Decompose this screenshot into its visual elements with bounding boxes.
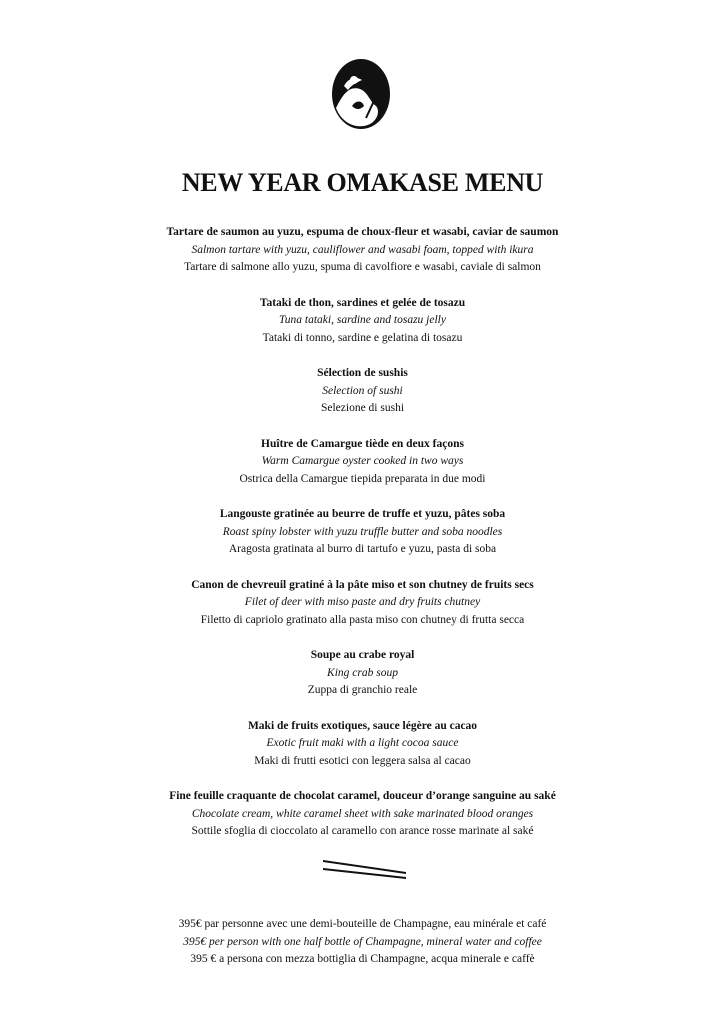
course-list: [0, 224, 725, 859]
course-name-it: Ostrica della Camargue tiepida preparata in due modi: [239, 472, 486, 485]
course-name-it: Tataki di tonno, sardine e gelatina di tosazu: [262, 331, 463, 344]
course-name-en: Chocolate cream, white caramel sheet with sake marinated blood oranges: [191, 807, 534, 820]
price-fr: 395€ par personne avec une demi-bouteille de Champagne, eau minérale et café: [178, 918, 547, 930]
course-name-it: Zuppa di granchio reale: [307, 684, 418, 696]
course-item: [0, 365, 725, 436]
price-en: 395€ per person with one half bottle of Champagne, mineral water and coffee: [183, 935, 542, 948]
chopsticks-icon: [322, 856, 408, 882]
course-name-it: Selezione di sushi: [320, 402, 405, 414]
course-item: [0, 647, 725, 718]
course-name-fr: Tartare de saumon au yuzu, espuma de choux-fleur et wasabi, caviar de saumon: [166, 226, 559, 238]
course-name-en: Salmon tartare with yuzu, cauliflower and wasabi foam, topped with ikura: [191, 243, 534, 256]
page-title: NEW YEAR OMAKASE MENU: [181, 168, 544, 197]
course-name-en: Tuna tataki, sardine and tosazu jelly: [279, 314, 446, 326]
course-name-fr: Tataki de thon, sardines et gelée de tosazu: [259, 296, 466, 309]
course-name-fr: Huître de Camargue tiède en deux façons: [261, 437, 464, 450]
course-item: [0, 506, 725, 577]
course-name-en: Filet of deer with miso paste and dry fruits chutney: [244, 596, 481, 608]
course-name-it: Filetto di capriolo gratinato alla pasta miso con chutney di frutta secca: [200, 613, 525, 626]
course-name-it: Maki di frutti esotici con leggera salsa al cacao: [254, 754, 471, 767]
course-name-en: Warm Camargue oyster cooked in two ways: [261, 455, 464, 467]
course-name-fr: Sélection de sushis: [317, 367, 408, 379]
course-item: [0, 718, 725, 789]
course-name-en: King crab soup: [327, 666, 398, 679]
brushstroke-figure-icon: [330, 56, 392, 132]
course-item: [0, 224, 725, 295]
price-it: 395 € a persona con mezza bottiglia di Champagne, acqua minerale e caffè: [190, 953, 535, 965]
course-name-it: Aragosta gratinata al burro di tartufo e yuzu, pasta di soba: [228, 543, 497, 555]
course-name-en: Roast spiny lobster with yuzu truffle butter and soba noodles: [222, 525, 503, 538]
course-name-fr: Langouste gratinée au beurre de truffe et yuzu, pâtes soba: [219, 508, 506, 520]
course-name-fr: Soupe au crabe royal: [310, 649, 415, 661]
course-name-it: Tartare di salmone allo yuzu, spuma di cavolfiore e wasabi, caviale di salmon: [184, 261, 541, 273]
course-name-en: Exotic fruit maki with a light cocoa sauce: [266, 737, 459, 749]
price-block: [0, 916, 725, 969]
course-item: [0, 577, 725, 648]
course-name-fr: Maki de fruits exotiques, sauce légère au cacao: [247, 719, 478, 732]
course-item: [0, 436, 725, 507]
course-item: [0, 295, 725, 366]
course-name-it: Sottile sfoglia di cioccolato al caramello con arance rosse marinate al saké: [191, 825, 534, 837]
course-item: [0, 788, 725, 859]
course-name-fr: Fine feuille craquante de chocolat caramel, douceur d’orange sanguine au saké: [169, 790, 556, 802]
course-name-fr: Canon de chevreuil gratiné à la pâte miso et son chutney de fruits secs: [191, 578, 534, 591]
course-name-en: Selection of sushi: [322, 384, 403, 397]
